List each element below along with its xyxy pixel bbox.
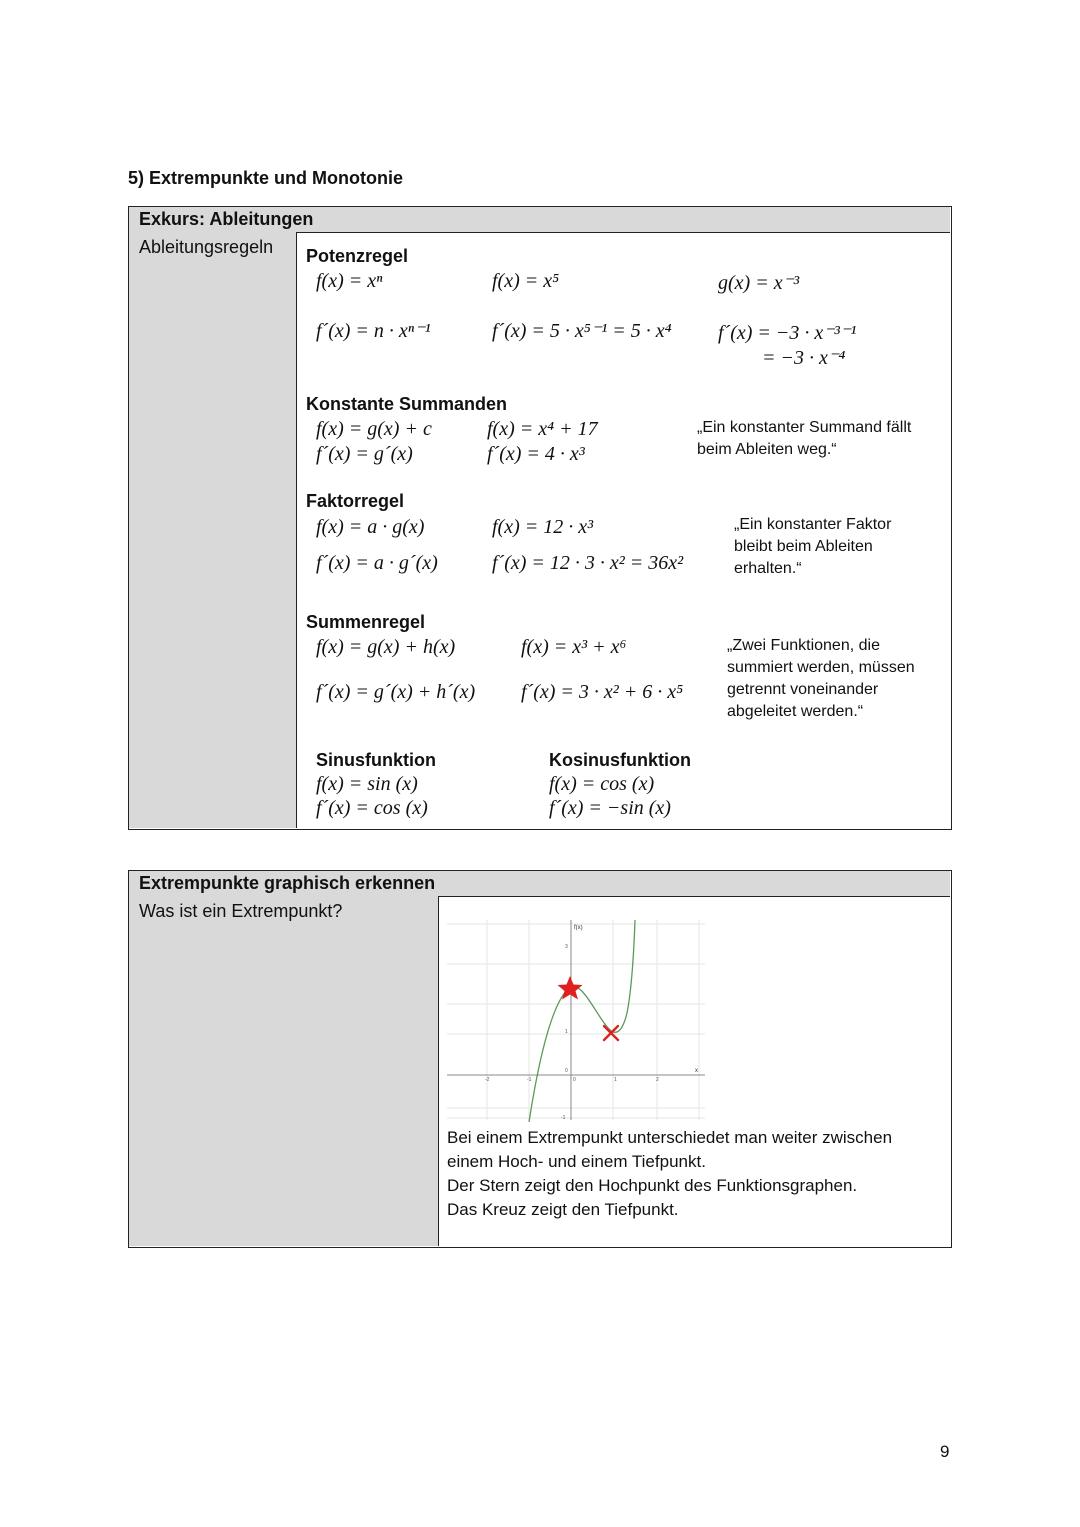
extrempunkte-left-label: Was ist ein Extrempunkt? xyxy=(139,901,343,921)
konstant-note-line1: „Ein konstanter Summand fällt xyxy=(697,419,912,436)
potenz-ex2-fprime-cont: = −3 · x⁻⁴ xyxy=(762,347,846,369)
konstant-fprime: f´(x) = g´(x) xyxy=(316,443,413,465)
x-tick-label: -2 xyxy=(485,1077,490,1083)
graph-grid xyxy=(447,920,705,1120)
summe-note-line3: getrennt voneinander xyxy=(727,681,879,698)
x-tick-label: 0 xyxy=(573,1077,576,1083)
potenzregel-title: Potenzregel xyxy=(306,246,409,266)
potenz-ex1-f: f(x) = x⁵ xyxy=(492,270,560,292)
summe-note-line2: summiert werden, müssen xyxy=(727,659,915,676)
extrempunkte-header-title: Extrempunkte graphisch erkennen xyxy=(139,873,436,893)
konstant-ex-fprime: f´(x) = 4 · x³ xyxy=(487,443,585,465)
derivatives-left-label: Ableitungsregeln xyxy=(139,237,274,257)
extrempunkt-text-line4: Das Kreuz zeigt den Tiefpunkt. xyxy=(447,1200,679,1219)
x-tick-label: 1 xyxy=(614,1077,617,1083)
summe-fprime: f´(x) = g´(x) + h´(x) xyxy=(316,681,476,703)
potenz-fprime: f´(x) = n · xⁿ⁻¹ xyxy=(316,320,431,342)
summe-ex-f: f(x) = x³ + x⁶ xyxy=(521,636,627,658)
konstant-f: f(x) = g(x) + c xyxy=(316,418,432,440)
derivatives-header-title: Exkurs: Ableitungen xyxy=(139,209,314,229)
potenz-ex2-fprime: f´(x) = −3 · x⁻³⁻¹ xyxy=(718,322,857,344)
konstant-note-line2: beim Ableiten weg.“ xyxy=(697,441,837,458)
potenz-ex1-fprime: f´(x) = 5 · x⁵⁻¹ = 5 · x⁴ xyxy=(492,320,672,342)
faktor-ex-fprime: f´(x) = 12 · 3 · x² = 36x² xyxy=(492,552,684,574)
function-graph xyxy=(447,918,707,1123)
faktor-note-line3: erhalten.“ xyxy=(734,560,802,577)
faktor-note-line2: bleibt beim Ableiten xyxy=(734,538,873,555)
extrempunkt-text-line3: Der Stern zeigt den Hochpunkt des Funktionsgraphen. xyxy=(447,1176,858,1195)
derivatives-left-column xyxy=(129,232,297,828)
cross-icon xyxy=(604,1026,618,1040)
faktor-f: f(x) = a · g(x) xyxy=(316,516,425,538)
faktor-fprime: f´(x) = a · g´(x) xyxy=(316,552,438,574)
summe-note-line1: „Zwei Funktionen, die xyxy=(727,637,880,654)
y-tick-label: -1 xyxy=(561,1115,566,1121)
konstant-ex-f: f(x) = x⁴ + 17 xyxy=(487,418,598,440)
potenz-ex2-g: g(x) = x⁻³ xyxy=(718,272,800,294)
extrempunkt-text-line1: Bei einem Extrempunkt unterschiedet man weiter zwischen xyxy=(447,1128,893,1147)
potenz-f: f(x) = xⁿ xyxy=(316,270,383,292)
kosinus-f: f(x) = cos (x) xyxy=(549,773,655,795)
sinus-f: f(x) = sin (x) xyxy=(316,773,418,795)
y-tick-label: 3 xyxy=(565,944,568,950)
faktor-note-line1: „Ein konstanter Faktor xyxy=(734,516,892,533)
extrempunkte-left-column xyxy=(129,896,439,1246)
extrempunkt-text-line2: einem Hoch- und einem Tiefpunkt. xyxy=(447,1152,706,1171)
y-axis-label: f(x) xyxy=(574,925,583,931)
extrempunkte-header xyxy=(129,871,950,897)
konstant-title: Konstante Summanden xyxy=(306,394,508,414)
summe-ex-fprime: f´(x) = 3 · x² + 6 · x⁵ xyxy=(521,681,684,703)
section-title: 5) Extrempunkte und Monotonie xyxy=(128,168,404,188)
page-number: 9 xyxy=(940,1442,950,1461)
summenregel-title: Summenregel xyxy=(306,612,426,632)
summe-note-line4: abgeleitet werden.“ xyxy=(727,703,864,720)
kosinus-fprime: f´(x) = −sin (x) xyxy=(549,797,671,819)
x-tick-label: -1 xyxy=(527,1077,532,1083)
derivatives-header xyxy=(129,207,950,233)
star-icon xyxy=(558,976,583,1000)
kosinus-title: Kosinusfunktion xyxy=(549,750,691,770)
x-tick-label: 2 xyxy=(656,1077,659,1083)
sinus-title: Sinusfunktion xyxy=(316,750,436,770)
summe-f: f(x) = g(x) + h(x) xyxy=(316,636,456,658)
y-tick-label: 1 xyxy=(565,1029,568,1035)
y-tick-label: 0 xyxy=(565,1068,568,1074)
sinus-fprime: f´(x) = cos (x) xyxy=(316,797,428,819)
x-axis-label: x xyxy=(695,1068,698,1074)
faktorregel-title: Faktorregel xyxy=(306,491,405,511)
function-curve xyxy=(529,920,635,1122)
faktor-ex-f: f(x) = 12 · x³ xyxy=(492,516,594,538)
